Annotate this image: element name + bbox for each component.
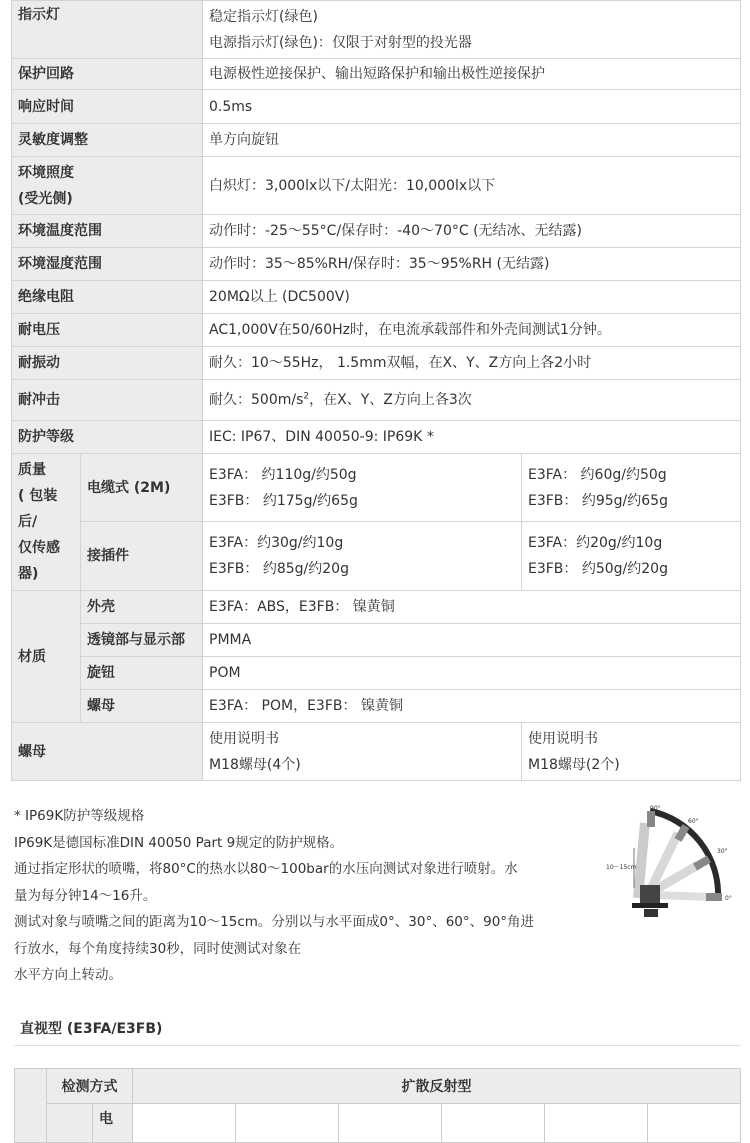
ambient-light-label-line-2: (受光侧) [18, 190, 73, 207]
indicator-line-2: 电源指示灯(绿色)：仅限于对射型的投光器 [209, 34, 472, 51]
sensitivity-label: 灵敏度调整 [12, 124, 203, 157]
shock-value-pre: 耐久：500m/s [209, 392, 304, 408]
insulation-label: 绝缘电阻 [12, 281, 203, 314]
spray-beam-0 [655, 895, 710, 897]
weight-line: E3FB： 约85g/约20g [209, 561, 349, 577]
protection-circuit-label: 保护回路 [12, 59, 203, 90]
ambient-light-value: 白炽灯：3,000lx以下/太阳光：10,000lx以下 [203, 157, 741, 215]
detection-table-cell [133, 1104, 236, 1143]
section-divider [14, 1045, 740, 1046]
accessories-col1 [203, 723, 522, 781]
detect-method-label: 检测方式 [47, 1069, 133, 1104]
test-object [640, 885, 660, 903]
sensitivity-value: 单方向旋钮 [203, 124, 741, 157]
diffuse-reflective-label: 扩散反射型 [133, 1069, 741, 1104]
detection-table-cell [545, 1104, 648, 1143]
weight-label [12, 454, 81, 591]
distance-label: 10～15cm [606, 864, 637, 871]
note-line: 行放水，每个角度持续30秒，同时使测试对象在 [14, 940, 302, 957]
ambient-light-label-line-1: 环境照度 [18, 164, 74, 181]
weight-label-line: 器) [18, 566, 39, 582]
withstand-voltage-label: 耐电压 [12, 314, 203, 347]
material-row-label: 透镜部与显示部 [81, 624, 203, 657]
weight-line: E3FB： 约175g/约65g [209, 492, 358, 509]
detection-table-cell [339, 1104, 442, 1143]
ambient-temp-value: 动作时：-25～55°C/保存时：-40～70°C (无结冰、无结露) [203, 215, 741, 248]
weight-line: E3FA： 约60g/约50g [528, 466, 667, 483]
withstand-voltage-value: AC1,000V在50/60Hz时，在电流承载部件和外壳间测试1分钟。 [203, 314, 741, 347]
weight-cable-label: 电缆式 (2M) [81, 454, 203, 522]
weight-line: E3FB： 约95g/约65g [528, 492, 668, 509]
spray-angle-diagram [600, 803, 745, 928]
protection-circuit-value: 电源极性逆接保护、输出短路保护和输出极性逆接保护 [203, 59, 741, 90]
ip69k-notes [14, 803, 594, 989]
angle-label-30: 30° [717, 848, 728, 855]
partial-label: 电 [93, 1104, 133, 1143]
angle-label-60: 60° [688, 818, 699, 825]
indicator-line-1: 稳定指示灯(绿色) [209, 8, 318, 25]
weight-cable-col1 [203, 454, 522, 522]
turntable-base [644, 909, 658, 917]
nozzle-90 [647, 811, 655, 827]
detection-table-cell [442, 1104, 545, 1143]
detection-table-cell [47, 1104, 93, 1143]
material-row-value: PMMA [203, 624, 741, 657]
material-row-value: E3FA： POM，E3FB： 镍黄铜 [203, 690, 741, 723]
material-row-label: 旋钮 [81, 657, 203, 690]
weight-connector-col2 [522, 522, 741, 591]
detection-table-corner [15, 1069, 47, 1143]
weight-line: E3FB： 约50g/约20g [528, 561, 668, 577]
ambient-humidity-label: 环境湿度范围 [12, 248, 203, 281]
detection-table-cell [236, 1104, 339, 1143]
weight-label-line: 仅传感 [18, 540, 60, 556]
material-row-label: 螺母 [81, 690, 203, 723]
accessories-col2 [522, 723, 741, 781]
nozzle-0 [706, 893, 722, 901]
weight-cable-col2 [522, 454, 741, 522]
accessories-line: M18螺母(4个) [209, 756, 301, 773]
weight-connector-col1 [203, 522, 522, 591]
shock-label: 耐冲击 [12, 380, 203, 421]
note-line: 通过指定形状的喷嘴，将80°C的热水以80～100bar的水压向测试对象进行喷射。水 [14, 861, 518, 877]
insulation-value: 20MΩ以上 (DC500V) [203, 281, 741, 314]
detection-table-cell [648, 1104, 741, 1143]
weight-line: E3FA： 约110g/约50g [209, 466, 357, 483]
protection-grade-label: 防护等级 [12, 421, 203, 454]
shock-value-post: ，在X、Y、Z方向上各3次 [309, 392, 472, 408]
indicator-label: 指示灯 [12, 1, 203, 59]
weight-label-line: 后/ [18, 514, 38, 530]
accessories-line: M18螺母(2个) [528, 756, 620, 773]
section-title: 直视型 (E3FA/E3FB) [20, 1021, 163, 1037]
weight-line: E3FA：约20g/约10g [528, 535, 663, 551]
angle-label-90: 90° [650, 805, 661, 812]
ambient-light-label [12, 157, 203, 215]
accessories-line: 使用说明书 [528, 730, 598, 747]
ambient-humidity-value: 动作时：35～85%RH/保存时：35～95%RH (无结露) [203, 248, 741, 281]
note-line: * IP69K防护等级规格 [14, 808, 145, 824]
shock-value-sup: 2 [303, 391, 310, 402]
material-row-label: 外壳 [81, 591, 203, 624]
spec-table [11, 0, 741, 781]
weight-label-line: ( 包装 [18, 488, 58, 504]
turntable [632, 903, 668, 908]
material-row-value: POM [203, 657, 741, 690]
protection-grade-value: IEC: IP67、DIN 40050-9: IP69K * [203, 421, 741, 454]
note-line: IP69K是德国标准DIN 40050 Part 9规定的防护规格。 [14, 834, 344, 851]
weight-label-line: 质量 [18, 462, 46, 478]
detection-table [14, 1068, 741, 1143]
accessories-line: 使用说明书 [209, 730, 279, 747]
vibration-value: 耐久：10～55Hz， 1.5mm双幅，在X、Y、Z方向上各2小时 [203, 347, 741, 380]
vibration-label: 耐振动 [12, 347, 203, 380]
weight-connector-label: 接插件 [81, 522, 203, 591]
note-line: 测试对象与喷嘴之间的距离为10～15cm。分别以与水平面成0°、30°、60°、90°角进 [14, 914, 535, 930]
response-time-label: 响应时间 [12, 90, 203, 124]
accessories-label: 螺母 [12, 723, 203, 781]
material-row-value: E3FA：ABS，E3FB： 镍黄铜 [203, 591, 741, 624]
material-label: 材质 [12, 591, 81, 723]
note-line: 量为每分钟14～16升。 [14, 887, 157, 904]
shock-value [203, 380, 741, 421]
ambient-temp-label: 环境温度范围 [12, 215, 203, 248]
note-line: 水平方向上转动。 [14, 967, 122, 983]
angle-label-0: 0° [725, 895, 732, 902]
weight-line: E3FA：约30g/约10g [209, 535, 344, 551]
indicator-value [203, 1, 741, 59]
response-time-value: 0.5ms [203, 90, 741, 124]
